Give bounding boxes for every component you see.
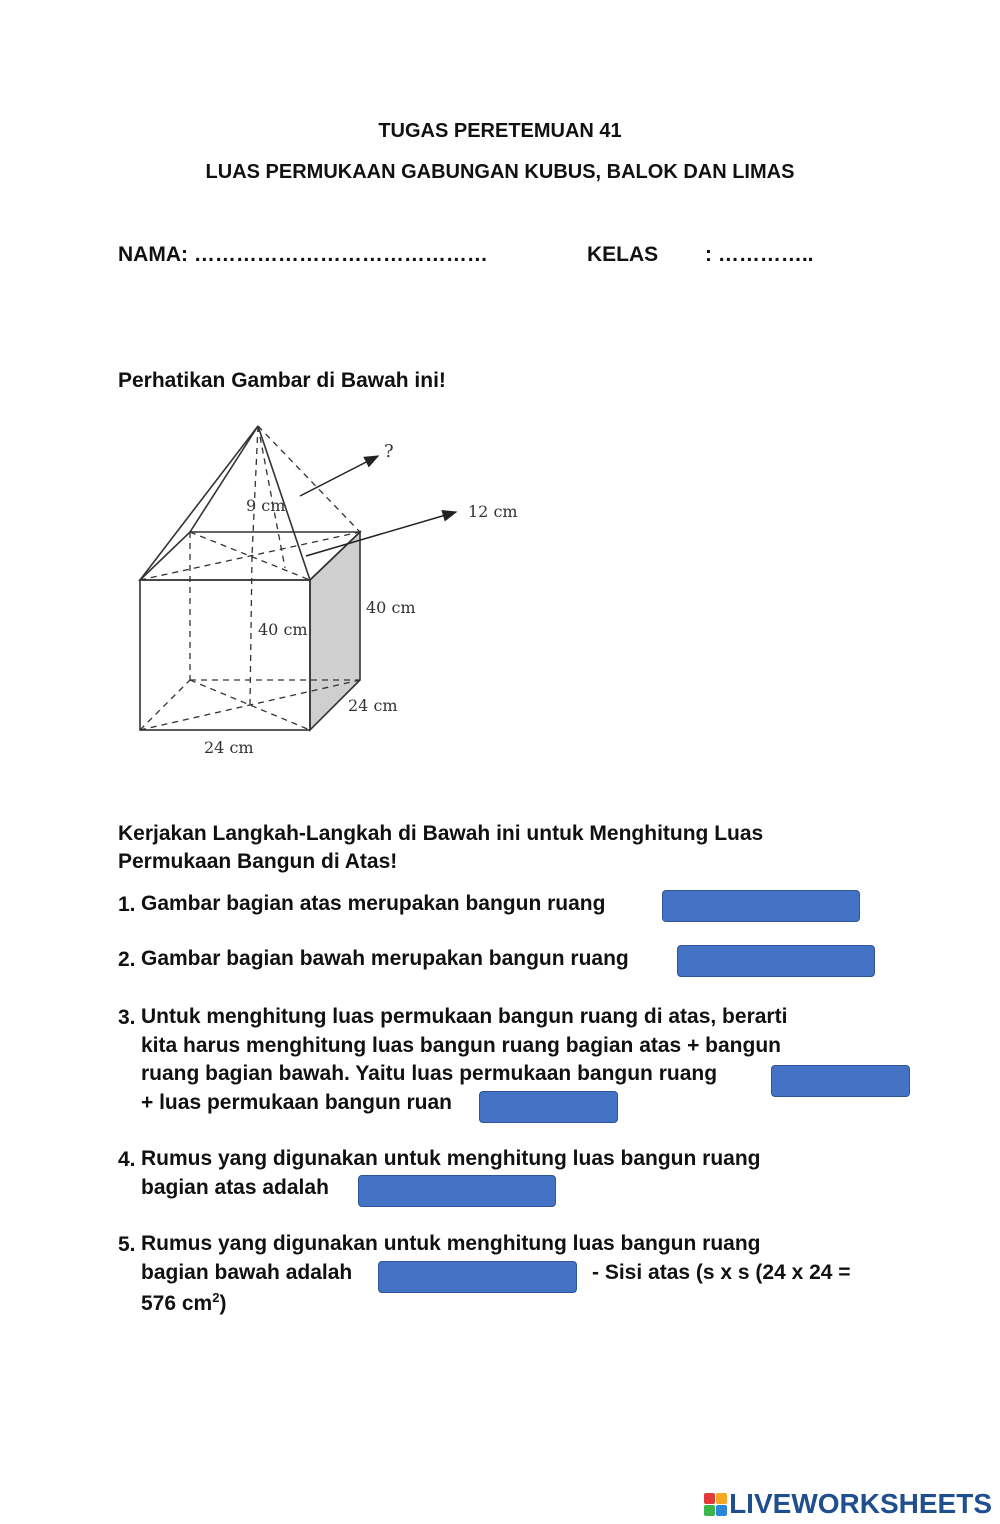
q4-line2: bagian atas adalah <box>141 1176 329 1199</box>
slant-question-arrow <box>300 456 378 496</box>
q3-number: 3. <box>118 1006 136 1029</box>
depth-label: 24 cm <box>348 696 398 715</box>
q5-after-blank: - Sisi atas (s x s (24 x 24 = <box>592 1261 851 1284</box>
q2-number: 2. <box>118 948 136 971</box>
class-field-label: KELAS <box>587 243 659 266</box>
inner-height-label: 40 cm <box>258 620 308 639</box>
liveworksheets-logo-mark <box>704 1493 727 1516</box>
task-heading-line1: Kerjakan Langkah-Langkah di Bawah ini untuk Menghitung Luas <box>118 822 764 845</box>
q4-answer-blank[interactable] <box>358 1175 556 1207</box>
width-label: 24 cm <box>204 738 254 757</box>
slant-12cm-arrow <box>306 512 456 556</box>
prism-front-face <box>140 580 310 730</box>
q1-number: 1. <box>118 893 136 916</box>
composite-shape-figure <box>120 410 540 770</box>
q5-line3: 576 $cm^2$) <box>141 1290 227 1315</box>
right-height-label: 40 cm <box>366 598 416 617</box>
q1-answer-blank[interactable] <box>662 890 860 922</box>
question-mark-label: ? <box>384 441 394 462</box>
liveworksheets-logo[interactable] <box>704 1488 992 1520</box>
q3-line2: kita harus menghitung luas bangun ruang bagian atas + bangun <box>141 1034 781 1057</box>
page-title: TUGAS PERETEMUAN 41 <box>378 120 622 142</box>
q4-number: 4. <box>118 1148 136 1171</box>
page-subtitle: LUAS PERMUKAAN GABUNGAN KUBUS, BALOK DAN LIMAS <box>205 161 795 183</box>
q3-line3: ruang bagian bawah. Yaitu luas permukaan bangun ruang <box>141 1062 718 1085</box>
q5-line2: bagian bawah adalah <box>141 1261 353 1284</box>
q3-answer-blank-1[interactable] <box>771 1065 910 1097</box>
slant-label: 12 cm <box>468 502 518 521</box>
q3-answer-blank-2[interactable] <box>479 1091 618 1123</box>
pyramid-height-label: 9 cm <box>246 496 286 515</box>
figure-instruction: Perhatikan Gambar di Bawah ini! <box>118 369 446 392</box>
q3-line4: + luas permukaan bangun ruan <box>141 1091 452 1114</box>
q5-line1: Rumus yang digunakan untuk menghitung luas bangun ruang <box>141 1232 761 1255</box>
q5-number: 5. <box>118 1233 136 1256</box>
task-heading-line2: Permukaan Bangun di Atas! <box>118 850 398 873</box>
name-field-label: NAMA: …………………………………… <box>118 243 488 266</box>
q4-line1: Rumus yang digunakan untuk menghitung luas bangun ruang <box>141 1147 761 1170</box>
q1-text: Gambar bagian atas merupakan bangun ruang <box>141 892 606 915</box>
q5-answer-blank[interactable] <box>378 1261 577 1293</box>
q3-line1: Untuk menghitung luas permukaan bangun ruang di atas, berarti <box>141 1005 788 1028</box>
class-field-value: : ………….. <box>705 243 814 266</box>
liveworksheets-logo-text: LIVEWORKSHEETS <box>729 1488 992 1519</box>
q2-text: Gambar bagian bawah merupakan bangun ruang <box>141 947 629 970</box>
q2-answer-blank[interactable] <box>677 945 875 977</box>
